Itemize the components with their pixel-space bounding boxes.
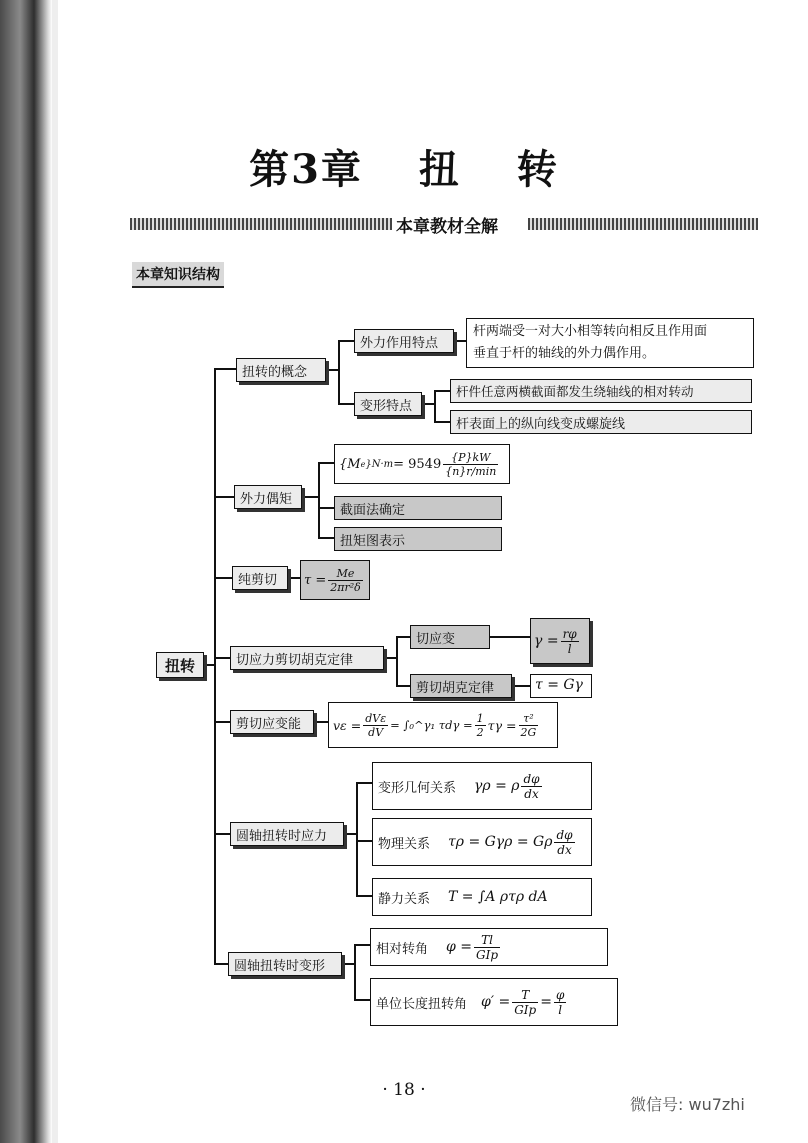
stress-item-1-num: dφ [523, 771, 540, 786]
branch-line [314, 721, 328, 723]
branch-line [356, 840, 372, 842]
energy-formula [328, 702, 558, 748]
energy-mid-2: τγ = [487, 717, 517, 733]
branch-line [356, 895, 372, 897]
moment-formula-lhs: {M [339, 456, 361, 472]
chapter-label: 第3章 [249, 146, 363, 193]
energy-den-3: 2G [520, 725, 537, 739]
stress-item-1 [372, 762, 592, 810]
main-trunk [214, 368, 216, 964]
concept-node: 扭转的概念 [236, 358, 326, 382]
shear-strain-lhs: γ = [534, 633, 559, 649]
chapter-word-2: 转 [516, 146, 559, 193]
energy-num-2: 1 [476, 711, 484, 725]
section-stripe-right [528, 218, 758, 230]
moment-split [318, 462, 320, 538]
branch-line [214, 833, 230, 835]
moment-formula-fraction [443, 451, 498, 478]
branch-line [214, 721, 230, 723]
deformation-item-1-num: Tl [474, 933, 500, 948]
deformation-item-2-eq: = [540, 994, 552, 1010]
branch-line [214, 496, 234, 498]
moment-formula-lhs-sub: e [360, 459, 366, 469]
moment-formula-unit: }N·m [365, 458, 394, 470]
deform-item-1: 杆件任意两横截面都发生绕轴线的相对转动 [450, 379, 752, 403]
stress-item-1-label: 变形几何关系 [378, 780, 457, 796]
branch-line [214, 657, 230, 659]
chapter-word-1: 扭 [418, 146, 461, 193]
stress-item-1-formula: γρ = ρ [474, 778, 520, 794]
pure-shear-formula [300, 560, 370, 600]
deformation-split [354, 944, 356, 1000]
branch-line [354, 999, 370, 1001]
hooke-node: 切应力剪切胡克定律 [230, 646, 384, 670]
branch-line [356, 782, 372, 784]
branch-line [214, 368, 236, 370]
wechat-watermark: 微信号: wu7zhi [630, 1095, 745, 1114]
deformation-item-1-formula: φ = [446, 939, 472, 955]
moment-item-3: 扭矩图表示 [334, 527, 502, 551]
stress-item-3-formula: T = ∫A ρτρ dA [448, 889, 548, 905]
branch-line [214, 963, 228, 965]
branch-line [214, 577, 232, 579]
branch-line [318, 537, 334, 539]
stress-item-1-fraction [521, 772, 541, 801]
energy-lhs: vε = [333, 717, 362, 733]
branch-line [454, 340, 466, 342]
hooke-split [396, 636, 398, 686]
deformation-item-2-num: T [512, 988, 538, 1003]
concept-split [338, 340, 340, 404]
pure-shear-node: 纯剪切 [232, 566, 288, 590]
deformation-item-2-label: 单位长度扭转角 [376, 996, 468, 1012]
deformation-item-2-den-2: l [558, 1002, 563, 1017]
energy-integral: = ∫₀^γ₁ τdγ = [390, 718, 473, 732]
deformation-item-2 [370, 978, 618, 1026]
subheading: 本章知识结构 [132, 262, 224, 288]
branch-line [318, 462, 334, 464]
stress-item-3 [372, 878, 592, 916]
pure-shear-num: Me [328, 567, 363, 581]
shear-strain-num: rφ [562, 626, 577, 641]
deformation-item-1-label: 相对转角 [376, 941, 429, 957]
stress-item-2-label: 物理关系 [378, 836, 431, 852]
energy-fraction-1 [363, 712, 388, 739]
energy-den-1: dV [368, 725, 384, 739]
hooke-law-node: 剪切胡克定律 [410, 674, 512, 698]
deformation-item-2-fraction [512, 988, 538, 1017]
moment-formula-num: {P}kW [443, 451, 498, 465]
deformation-item-2-formula: φ′ = [481, 994, 511, 1010]
deformation-item-1-fraction [474, 933, 500, 962]
section-stripe-left [130, 218, 392, 230]
branch-line [288, 577, 300, 579]
energy-num-3: τ² [519, 712, 539, 726]
shear-strain-den: l [567, 641, 572, 656]
moment-formula-den: {n}r/min [445, 464, 497, 478]
energy-node: 剪切应变能 [230, 710, 314, 734]
stress-item-2 [372, 818, 592, 866]
moment-formula-mid: = 9549 [393, 456, 442, 472]
section-title: 本章教材全解 [396, 217, 498, 237]
branch-line [396, 685, 410, 687]
deformation-item-2-num-2: φ [555, 987, 565, 1002]
deform-feature-node: 变形特点 [354, 392, 422, 416]
deformation-item-2-fraction-2 [554, 988, 566, 1017]
branch-line [512, 685, 530, 687]
stress-item-2-num: dφ [556, 827, 573, 842]
deform-split [434, 390, 436, 422]
pure-shear-lhs: τ = [304, 572, 327, 588]
energy-fraction-3 [519, 712, 539, 739]
chapter-title [0, 138, 808, 195]
branch-line [490, 636, 530, 638]
energy-den-2: 2 [476, 725, 484, 739]
branch-line [434, 421, 450, 423]
branch-line [338, 340, 354, 342]
pure-shear-fraction [328, 567, 363, 594]
moment-node: 外力偶矩 [234, 485, 302, 509]
stress-item-2-den: dx [557, 842, 572, 857]
deformation-item-2-den: GIp [514, 1002, 537, 1017]
branch-line [338, 403, 354, 405]
force-feature-text [466, 318, 754, 368]
branch-line [354, 944, 370, 946]
stress-split [356, 782, 358, 896]
stress-item-1-den: dx [524, 786, 539, 801]
stress-item-3-label: 静力关系 [378, 891, 431, 907]
force-feature-line-2: 垂直于杆的轴线的外力偶作用。 [473, 346, 656, 361]
branch-line [318, 507, 334, 509]
deformation-item-1-den: GIp [476, 947, 499, 962]
energy-num-1: dVε [365, 711, 387, 725]
deformation-node: 圆轴扭转时变形 [228, 952, 342, 976]
hooke-law-formula: τ = Gγ [530, 674, 592, 698]
page-number: · 18 · [382, 1080, 426, 1100]
moment-item-2: 截面法确定 [334, 496, 502, 520]
stress-item-2-formula: τρ = Gγρ = Gρ [448, 834, 553, 850]
branch-line [396, 636, 410, 638]
force-feature-node: 外力作用特点 [354, 329, 454, 353]
deformation-item-1 [370, 928, 608, 966]
branch-line [434, 390, 450, 392]
shear-strain-formula [530, 618, 590, 664]
root-node: 扭转 [156, 652, 204, 678]
shear-strain-fraction [561, 627, 579, 656]
energy-fraction-2 [475, 712, 486, 739]
moment-formula [334, 444, 510, 484]
force-feature-line-1: 杆两端受一对大小相等转向相反且作用面 [473, 324, 708, 339]
deform-item-2: 杆表面上的纵向线变成螺旋线 [450, 410, 752, 434]
pure-shear-den: 2πr²δ [330, 580, 361, 594]
stress-node: 圆轴扭转时应力 [230, 822, 344, 846]
shear-strain-node: 切应变 [410, 625, 490, 649]
stress-item-2-fraction [554, 828, 574, 857]
